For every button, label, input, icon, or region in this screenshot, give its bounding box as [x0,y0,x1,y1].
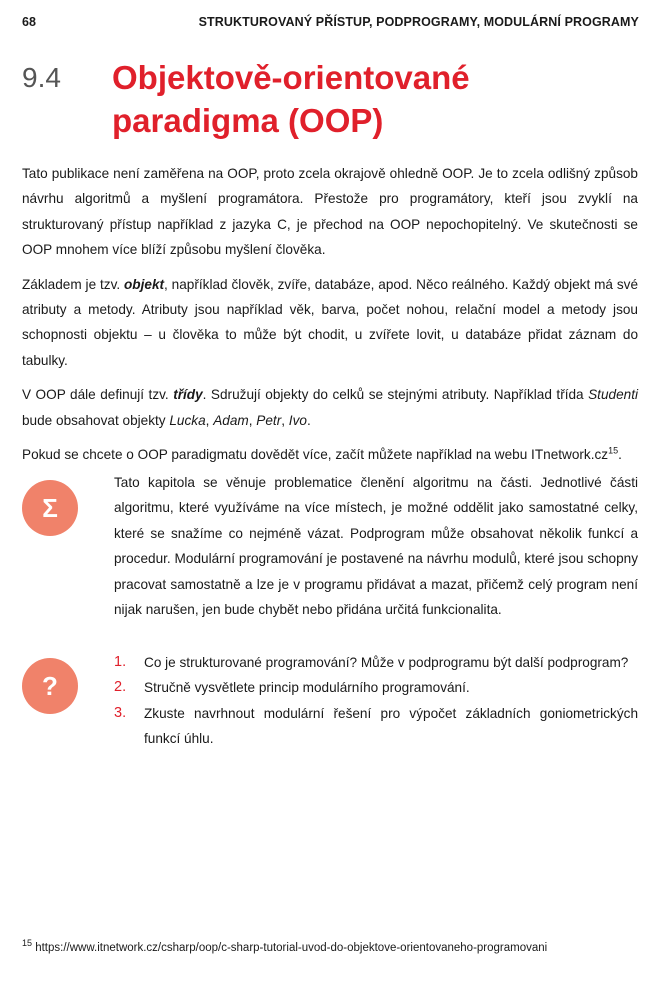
running-title: STRUKTUROVANÝ PŘÍSTUP, PODPROGRAMY, MODULÁRNÍ PROGRAMY [198,15,639,29]
text-run: bude obsahovat objekty [22,412,170,428]
object-name: Lucka [169,412,206,428]
footnote-link[interactable]: https://www.itnetwork.cz/csharp/oop/c-sharp-tutorial-uvod-do-objektove-orientovaneho-programovani [32,942,548,954]
question-number: 1. [114,654,127,670]
question-text: Co je strukturované programování? Může v podprogramu být další podprogram? [144,655,629,670]
object-name: Petr [256,412,282,428]
summary-box: Tato kapitola se věnuje problematice členění algoritmu na části. Jednotlivé části algoritmu, které využíváme na více místech, je možné oddělit jako samostatné celky, které se snažíme co nejméně vázat. Podprogram může obsahovat několik funkcí a procedur. Modulární programování je postavené na návrhu modulů, které jsou schopny pracovat samostatně a lze je v programu přidávat a mazat, přičemž celý program není nijak narušen, jen bude chybět nebo přidána určitá funkcionalita. [114,475,638,618]
paragraph-objects [22,272,638,374]
question-icon: ? [22,658,78,714]
section-title: Objektově-orientované paradigma (OOP) [112,59,470,139]
object-name: Ivo [288,412,307,428]
class-name: Studenti [588,387,638,403]
text-run: . [306,412,311,428]
text-run: Pokud se chcete o OOP paradigmatu dovědět více, začít můžete například na webu ITnetwork.cz [22,447,609,463]
page-number: 68 [22,15,37,29]
term-tridy: třídy [173,387,203,403]
question-number: 2. [114,679,127,696]
question-text: Zkuste navrhnout modulární řešení pro výpočet základních goniometrických funkcí úhlu. [144,705,638,747]
body-text [22,161,638,476]
paragraph-intro: Tato publikace není zaměřena na OOP, proto zcela okrajově ohledně OOP. Je to zcela odlišný způsob návrhu algoritmů a myšlení programátora. Přestože pro programátory, kteří jsou zvyklí na strukturovaný přístup například z jazyka C, je přechod na OOP nepochopitelný. Ve skutečnosti se OOP mnohem více blíží způsobu myšlení člověka. [22,166,638,258]
paragraph-more-info [22,442,638,467]
running-header [22,15,639,35]
question-item [114,650,638,675]
question-item [114,675,638,700]
question-item [114,701,638,752]
text-run: Základem je tzv. [22,276,124,292]
question-number: 3. [114,704,127,721]
text-run: . [618,447,622,463]
question-text: Stručně vysvětlete princip modulárního programování. [144,680,470,696]
paragraph-classes [22,382,638,433]
term-objekt: objekt [124,276,165,292]
sigma-icon: Σ [22,480,78,536]
text-run: , [205,412,214,428]
footnote [22,938,548,954]
section-number: 9.4 [22,62,61,93]
question-list [114,650,638,752]
footnote-reference[interactable]: 15 [608,445,619,456]
text-run: , [281,412,289,428]
text-run: V OOP dále definují tzv. [22,387,174,403]
text-run: , [248,412,257,428]
object-name: Adam [213,412,249,428]
text-run: , například člověk, zvíře, databáze, apod. Něco reálného. Každý objekt má své atributy a metody. Atributy jsou například věk, barva, počet nohou, relační model a metody jsou schopnosti objektu – u člověka to může být chodit, u zvířete lovit, u databáze přidat záznam do tabulky. [22,276,639,368]
footnote-marker: 15 [22,938,33,949]
text-run: . Sdružují objekty do celků se stejnými atributy. Například třída [202,387,589,403]
